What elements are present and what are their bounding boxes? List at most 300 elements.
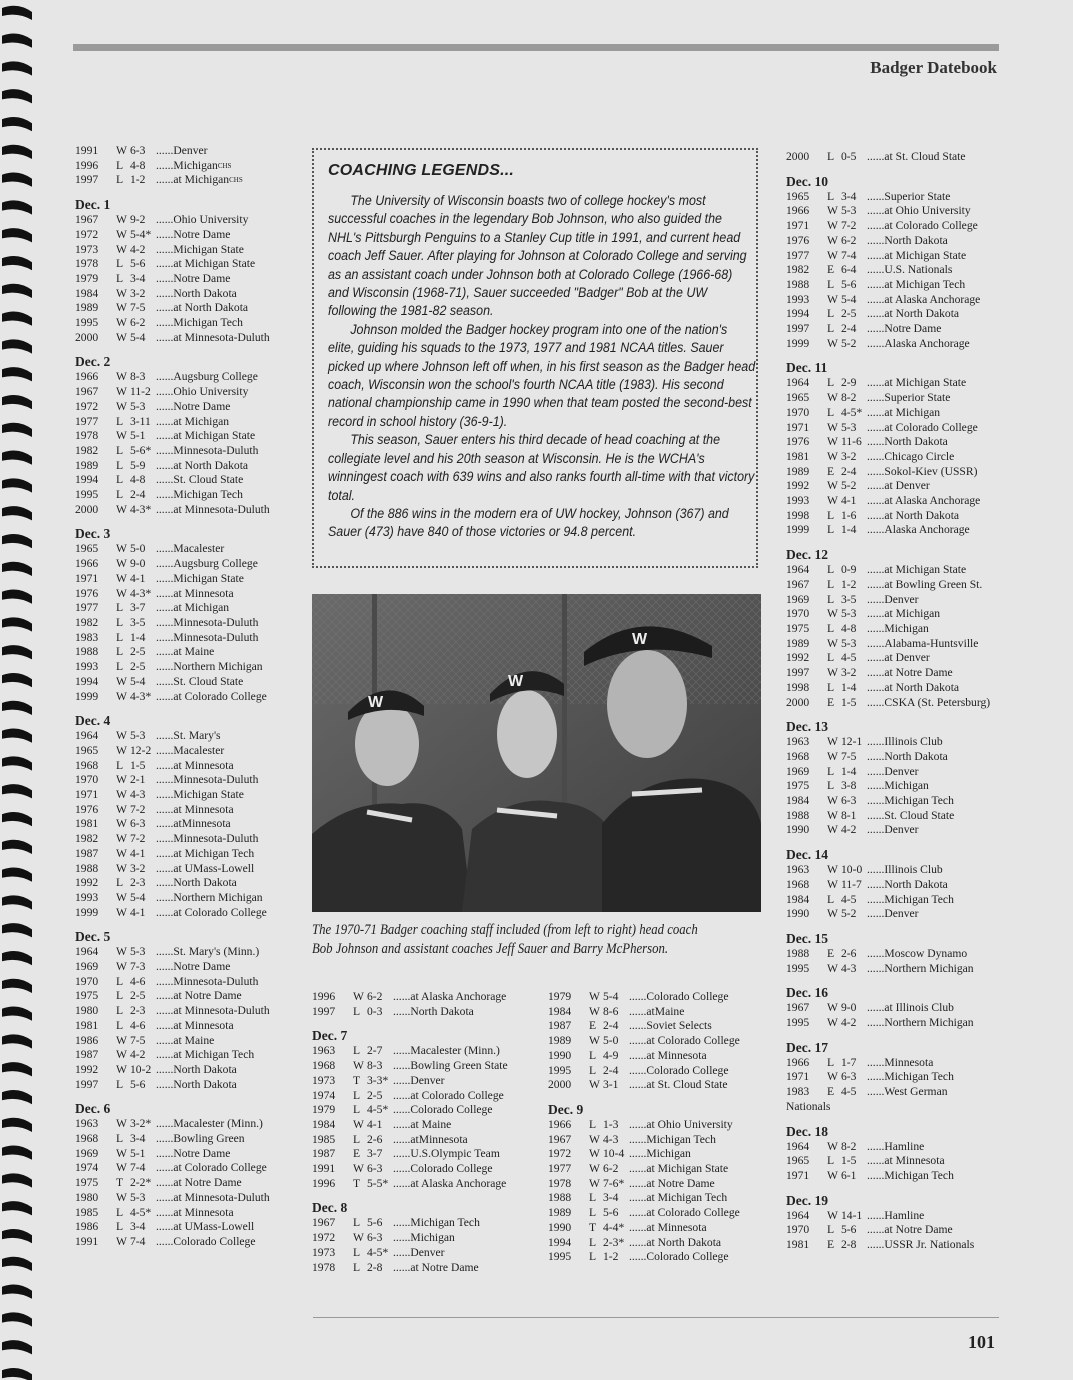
game-opponent: at Colorado College [173,689,267,703]
game-year: 1977 [786,248,810,262]
leader-dots: ...... [156,1132,174,1146]
game-score: 5-6 [603,1206,619,1220]
leader-dots: ...... [393,1216,411,1230]
game-year: 1967 [75,385,99,399]
game-score: 9-2 [130,213,146,227]
game-score: 3-4 [130,271,146,285]
leader-dots: ...... [156,1004,174,1018]
leader-dots: ...... [156,144,174,157]
game-opponent: at Colorado College [646,1034,740,1048]
game-year: 1968 [312,1059,336,1073]
leader-dots: ...... [156,286,174,300]
game-opponent: at Notre Dame [884,1223,953,1237]
game-result: W [589,1147,600,1161]
game-row [75,803,300,818]
leader-dots: ...... [156,586,174,600]
game-opponent: Michigan State [173,571,244,585]
game-year: 1978 [548,1176,572,1190]
game-year: 1986 [75,1033,99,1047]
spiral-coil [2,1146,32,1160]
game-row [312,1216,542,1231]
game-row [786,278,1006,293]
game-year: 1995 [786,961,810,975]
date-heading: Dec. 10 [786,173,828,189]
leader-dots: ...... [156,1161,174,1175]
game-opponent: Denver [410,1245,445,1259]
game-result: W [116,832,127,846]
game-year: 1968 [786,877,810,891]
game-row [548,1221,773,1236]
legend-paragraph: Of the 886 wins in the modern era of UW hockey, Johnson (367) and Sauer (473) have 840 of those victories or 94.8 percent. [328,505,729,540]
leader-dots: ...... [867,577,885,591]
spiral-coil [2,979,32,993]
game-result: L [116,615,124,629]
game-opponent: Chicago Circle [884,449,955,463]
game-result: L [827,892,835,906]
game-row [312,1133,542,1148]
game-score: 4-2 [130,1048,146,1062]
game-row [548,1206,773,1221]
leader-dots: ...... [156,773,174,787]
game-row [786,794,1006,809]
leader-dots: ...... [156,1117,174,1131]
game-row [548,1250,773,1265]
game-result: L [827,651,835,665]
game-year: 1965 [786,1154,810,1168]
leader-dots: ...... [156,557,174,571]
game-row [786,509,1006,524]
game-opponent: at Minnesota [173,586,234,600]
leader-dots: ...... [867,1223,885,1237]
game-row [75,1220,300,1235]
game-year: 1978 [75,257,99,271]
game-opponent: atMinnesota [173,817,231,831]
game-result: W [589,1132,600,1146]
game-row [786,1016,1006,1031]
game-opponent: Minnesota-Duluth [173,630,259,644]
game-year: 1984 [786,794,810,808]
game-score: 1-6 [841,508,857,522]
game-row [312,1177,542,1192]
game-result: W [589,1004,600,1018]
game-row [786,651,1006,666]
game-opponent: at Michigan [173,414,230,428]
leader-dots: ...... [867,1085,885,1099]
leader-dots: ...... [867,946,885,960]
game-opponent: at Michigan State [884,563,967,577]
game-year: 1967 [786,1001,810,1015]
game-opponent: at Maine [173,1033,215,1047]
game-opponent: Macalester [173,542,225,556]
game-opponent: Notre Dame [173,227,231,241]
leader-dots: ...... [867,307,885,321]
game-year: 1969 [786,592,810,606]
leader-dots: ...... [156,257,174,271]
leader-dots: ...... [867,336,885,350]
leader-dots: ...... [867,435,885,449]
game-row [75,1019,300,1034]
game-result: L [116,630,124,644]
game-year: 1975 [75,1176,99,1190]
leader-dots: ...... [156,1190,174,1204]
game-score: 4-4* [603,1220,625,1234]
game-opponent: North Dakota [884,435,948,449]
game-opponent: at Michigan [173,601,230,615]
leader-dots: ...... [393,1231,411,1245]
game-year: 1970 [786,405,810,419]
game-score: 4-5* [841,405,863,419]
game-score: 7-4 [130,1161,146,1175]
game-row [75,243,300,258]
game-year: 1984 [75,286,99,300]
spiral-coil [2,868,32,882]
game-opponent: Notre Dame [173,399,231,413]
leader-dots: ...... [867,961,885,975]
legend-paragraph: Johnson molded the Badger hockey program into one of the nation's elite, guiding his squads to the 1973, 1977 and 1981 NCAA titles. Sauer picked up where Johnson left off when, in his first season as the Badger head coach, Wisconsin won the school's fourth NCAA title (1983). His second national championship came in 1990 when that team posted the second-best record in school history (36-9-1). [328,321,756,429]
game-row [75,173,300,188]
game-result: W [827,877,838,891]
game-year: 1992 [75,1062,99,1076]
game-score: 2-4 [841,322,857,336]
game-row [786,1209,1006,1224]
leader-dots: ...... [867,376,885,390]
game-year: 1984 [548,1004,572,1018]
game-opponent: Michigan State [173,242,244,256]
game-opponent: at North Dakota [646,1235,722,1249]
game-row [312,1231,542,1246]
game-result: W [827,636,838,650]
game-year: 1982 [75,615,99,629]
date-heading: Dec. 11 [786,360,828,376]
game-opponent: at Alaska Anchorage [884,292,981,306]
game-row [786,1056,1006,1071]
game-score: 10-4 [603,1147,625,1161]
game-result: L [589,1250,597,1264]
game-result: T [116,1176,124,1190]
game-row [75,1161,300,1176]
game-score: 6-3 [130,817,146,831]
game-opponent: Hamline [884,1208,925,1222]
leader-dots: ...... [867,680,885,694]
game-row [312,1044,542,1059]
game-result: L [827,1223,835,1237]
game-opponent: at Michigan State [173,257,256,271]
game-score: 3-5 [130,615,146,629]
game-result: L [116,989,124,1003]
game-opponent: at Notre Dame [884,666,953,680]
spiral-coil [2,617,32,631]
cap-letter: W [508,673,524,690]
game-row [786,578,1006,593]
leader-dots: ...... [629,1019,647,1033]
game-result: W [116,227,127,241]
game-year: 1989 [548,1206,572,1220]
game-year: 1999 [786,336,810,350]
game-score: 5-4 [841,292,857,306]
game-opponent: Denver [173,144,208,157]
leader-dots: ...... [156,502,174,516]
game-result: W [827,823,838,837]
leader-dots: ...... [156,571,174,585]
leader-dots: ...... [156,758,174,772]
leader-dots: ...... [867,892,885,906]
game-score: 4-5 [841,651,857,665]
game-row [75,1191,300,1206]
game-row [75,331,300,346]
game-score: 6-2 [603,1162,619,1176]
game-opponent: at Colorado College [173,1161,267,1175]
leader-dots: ...... [867,666,885,680]
game-row [75,473,300,488]
game-year: 1995 [75,316,99,330]
game-year: 1982 [786,263,810,277]
game-result: W [353,1231,364,1245]
game-opponent: at Minnesota [173,1018,234,1032]
game-score: 5-3 [841,420,857,434]
game-row [548,1034,773,1049]
leader-dots: ...... [156,271,174,285]
spiral-coil [2,1340,32,1354]
game-opponent: at Ohio University [646,1117,733,1131]
game-score: 4-3 [841,961,857,975]
spiral-coil [2,590,32,604]
game-row [786,750,1006,765]
game-score: 5-4 [603,990,619,1003]
game-score: 5-9 [130,458,146,472]
game-score: 5-4 [130,674,146,688]
game-result: L [589,1048,597,1062]
game-score: 3-1 [603,1078,619,1092]
game-row [548,1049,773,1064]
date-heading: Dec. 3 [75,526,111,542]
game-note: CHS [229,176,243,185]
spiral-coil [2,117,32,131]
game-result: W [116,1235,127,1248]
leader-dots: ...... [867,322,885,336]
game-opponent: at Minnesota [646,1220,707,1234]
game-opponent: St. Mary's [173,729,221,743]
game-row [312,1059,542,1074]
game-row [75,415,300,430]
leader-dots: ...... [629,1048,647,1062]
game-row [786,809,1006,824]
game-row [548,1005,773,1020]
game-opponent: Soviet Selects [646,1019,712,1033]
game-opponent: at North Dakota [173,458,249,472]
game-year: 1968 [786,749,810,763]
game-result: L [116,1220,124,1234]
game-result: W [116,316,127,330]
leader-dots: ...... [393,990,411,1003]
game-opponent: North Dakota [884,749,948,763]
game-opponent: Michigan [884,621,929,635]
leader-dots: ...... [156,542,174,556]
leader-dots: ...... [156,301,174,315]
game-year: 1965 [75,542,99,556]
game-score: 2-5 [367,1088,383,1102]
game-score: 3-4 [603,1191,619,1205]
leader-dots: ...... [867,1016,885,1030]
game-result: W [116,586,127,600]
game-result: L [353,1245,361,1259]
game-result: L [827,322,835,336]
game-opponent: at UMass-Lowell [173,861,255,875]
game-score: 7-5 [130,1033,146,1047]
game-result: L [353,1260,361,1274]
leader-dots: ...... [867,391,885,405]
game-opponent: at Minnesota-Duluth [173,1004,270,1018]
leader-dots: ...... [156,832,174,846]
game-opponent: at Colorado College [410,1088,504,1102]
game-opponent: Minnesota-Duluth [173,974,259,988]
game-year: 1992 [75,876,99,890]
game-result: E [827,946,835,960]
leader-dots: ...... [629,1235,647,1249]
game-result: W [589,1162,600,1176]
leader-dots: ...... [156,630,174,644]
game-opponent: at Minnesota-Duluth [173,502,270,516]
game-year: 1988 [548,1191,572,1205]
leader-dots: ...... [156,173,174,187]
game-row [786,479,1006,494]
game-opponent: at Minnesota-Duluth [173,330,270,344]
game-result: W [353,1059,364,1073]
game-score: 7-2 [130,802,146,816]
game-row [75,876,300,891]
game-row [75,645,300,660]
game-year: 1971 [786,420,810,434]
game-year: 2000 [75,502,99,516]
game-opponent: at Illinois Club [884,1001,954,1015]
legend-paragraph: This season, Sauer enters his third decade of head coaching at the collegiate level and his 20th season at Wisconsin. He is the WCHA's winningest coach with 639 wins and also ranks fourth all-time with that victory total. [328,432,755,503]
game-opponent: St. Cloud State [884,808,955,822]
leader-dots: ...... [156,227,174,241]
date-heading: Dec. 4 [75,713,111,729]
game-row [75,1048,300,1063]
game-year: 1988 [786,277,810,291]
leader-dots: ...... [156,802,174,816]
game-opponent: Denver [884,907,919,921]
game-row [548,1133,773,1148]
game-result: W [589,1176,600,1190]
game-row [75,572,300,587]
game-result: W [116,689,127,703]
game-year: 1969 [75,1146,99,1160]
game-year: 1987 [548,1019,572,1033]
game-score: 1-4 [130,630,146,644]
game-row [75,316,300,331]
game-year: 1966 [786,204,810,218]
game-year: 1996 [75,158,99,172]
game-row [75,817,300,832]
game-year: 1991 [75,144,99,157]
game-opponent: Alabama-Huntsville [884,636,979,650]
game-year: 1993 [786,494,810,508]
game-row [75,488,300,503]
game-row [75,1176,300,1191]
game-result: L [116,645,124,659]
game-result: W [827,292,838,306]
leader-dots: ...... [393,1132,411,1146]
game-year: 2000 [786,695,810,709]
game-row [75,960,300,975]
game-row [786,947,1006,962]
game-score: 10-0 [841,863,863,877]
game-score: 7-2 [130,832,146,846]
footer-rule [313,1317,999,1318]
game-year: 1983 [75,630,99,644]
spiral-coil [2,228,32,242]
game-year: 1996 [312,990,336,1003]
game-year: 1981 [75,1018,99,1032]
game-year: 1988 [75,645,99,659]
game-result: L [827,405,835,419]
game-result: T [353,1073,361,1087]
game-year: 1980 [75,1190,99,1204]
leader-dots: ...... [867,808,885,822]
game-opponent: at Michigan Tech [646,1191,728,1205]
game-result: L [116,1018,124,1032]
game-score: 2-9 [841,376,857,390]
game-year: 1994 [548,1235,572,1249]
game-opponent: at UMass-Lowell [173,1220,255,1234]
game-opponent: Colorado College [173,1235,256,1248]
leader-dots: ...... [156,1205,174,1219]
game-result: W [827,219,838,233]
leader-dots: ...... [867,1208,885,1222]
game-score: 1-5 [130,758,146,772]
game-opponent: at Michigan Tech [173,846,255,860]
game-score: 6-3 [841,1070,857,1084]
game-row [786,391,1006,406]
game-row [75,832,300,847]
game-result: W [827,607,838,621]
game-result: W [116,286,127,300]
game-result: W [116,817,127,831]
game-opponent: West German [884,1085,948,1099]
game-score: 4-6 [130,1018,146,1032]
game-opponent: Minnesota-Duluth [173,443,259,457]
game-year: 1971 [786,1168,810,1182]
game-result: W [116,330,127,344]
game-score: 5-3 [130,399,146,413]
game-result: L [827,508,835,522]
spiral-coil [2,1090,32,1104]
game-opponent: Augsburg College [173,557,258,571]
spiral-coil [2,701,32,715]
game-row [75,272,300,287]
leader-dots: ...... [867,494,885,508]
game-row [75,429,300,444]
game-year: 1967 [75,213,99,227]
game-opponent: U.S.Olympic Team [410,1147,500,1161]
game-score: 0-9 [841,563,857,577]
game-result: L [116,458,124,472]
game-row [75,1063,300,1078]
game-year: 1967 [786,577,810,591]
game-year: 1964 [786,1208,810,1222]
game-opponent: Northern Michigan [884,1016,974,1030]
spiral-coil [2,1229,32,1243]
game-result: W [827,794,838,808]
spiral-coil [2,729,32,743]
leader-dots: ...... [867,1001,885,1015]
legend-paragraph: The University of Wisconsin boasts two of college hockey's most successful coaches in the legendary Bob Johnson, who also guided the NHL's Pittsburgh Penguins to a Stanley Cup title in 1991, and current head coach Jeff Sauer. After playing for Johnson at Colorado College and serving as an assistant coach under Johnson both at Colorado College (1966-68) and Wisconsin (1968-71), Sauer succeeded "Badger" Bob at the UW following the 1981-82 season. [328,193,747,319]
datebook-column-3 [548,990,773,1265]
leader-dots: ...... [629,1220,647,1234]
game-row [75,444,300,459]
game-opponent: Colorado College [410,1103,493,1117]
